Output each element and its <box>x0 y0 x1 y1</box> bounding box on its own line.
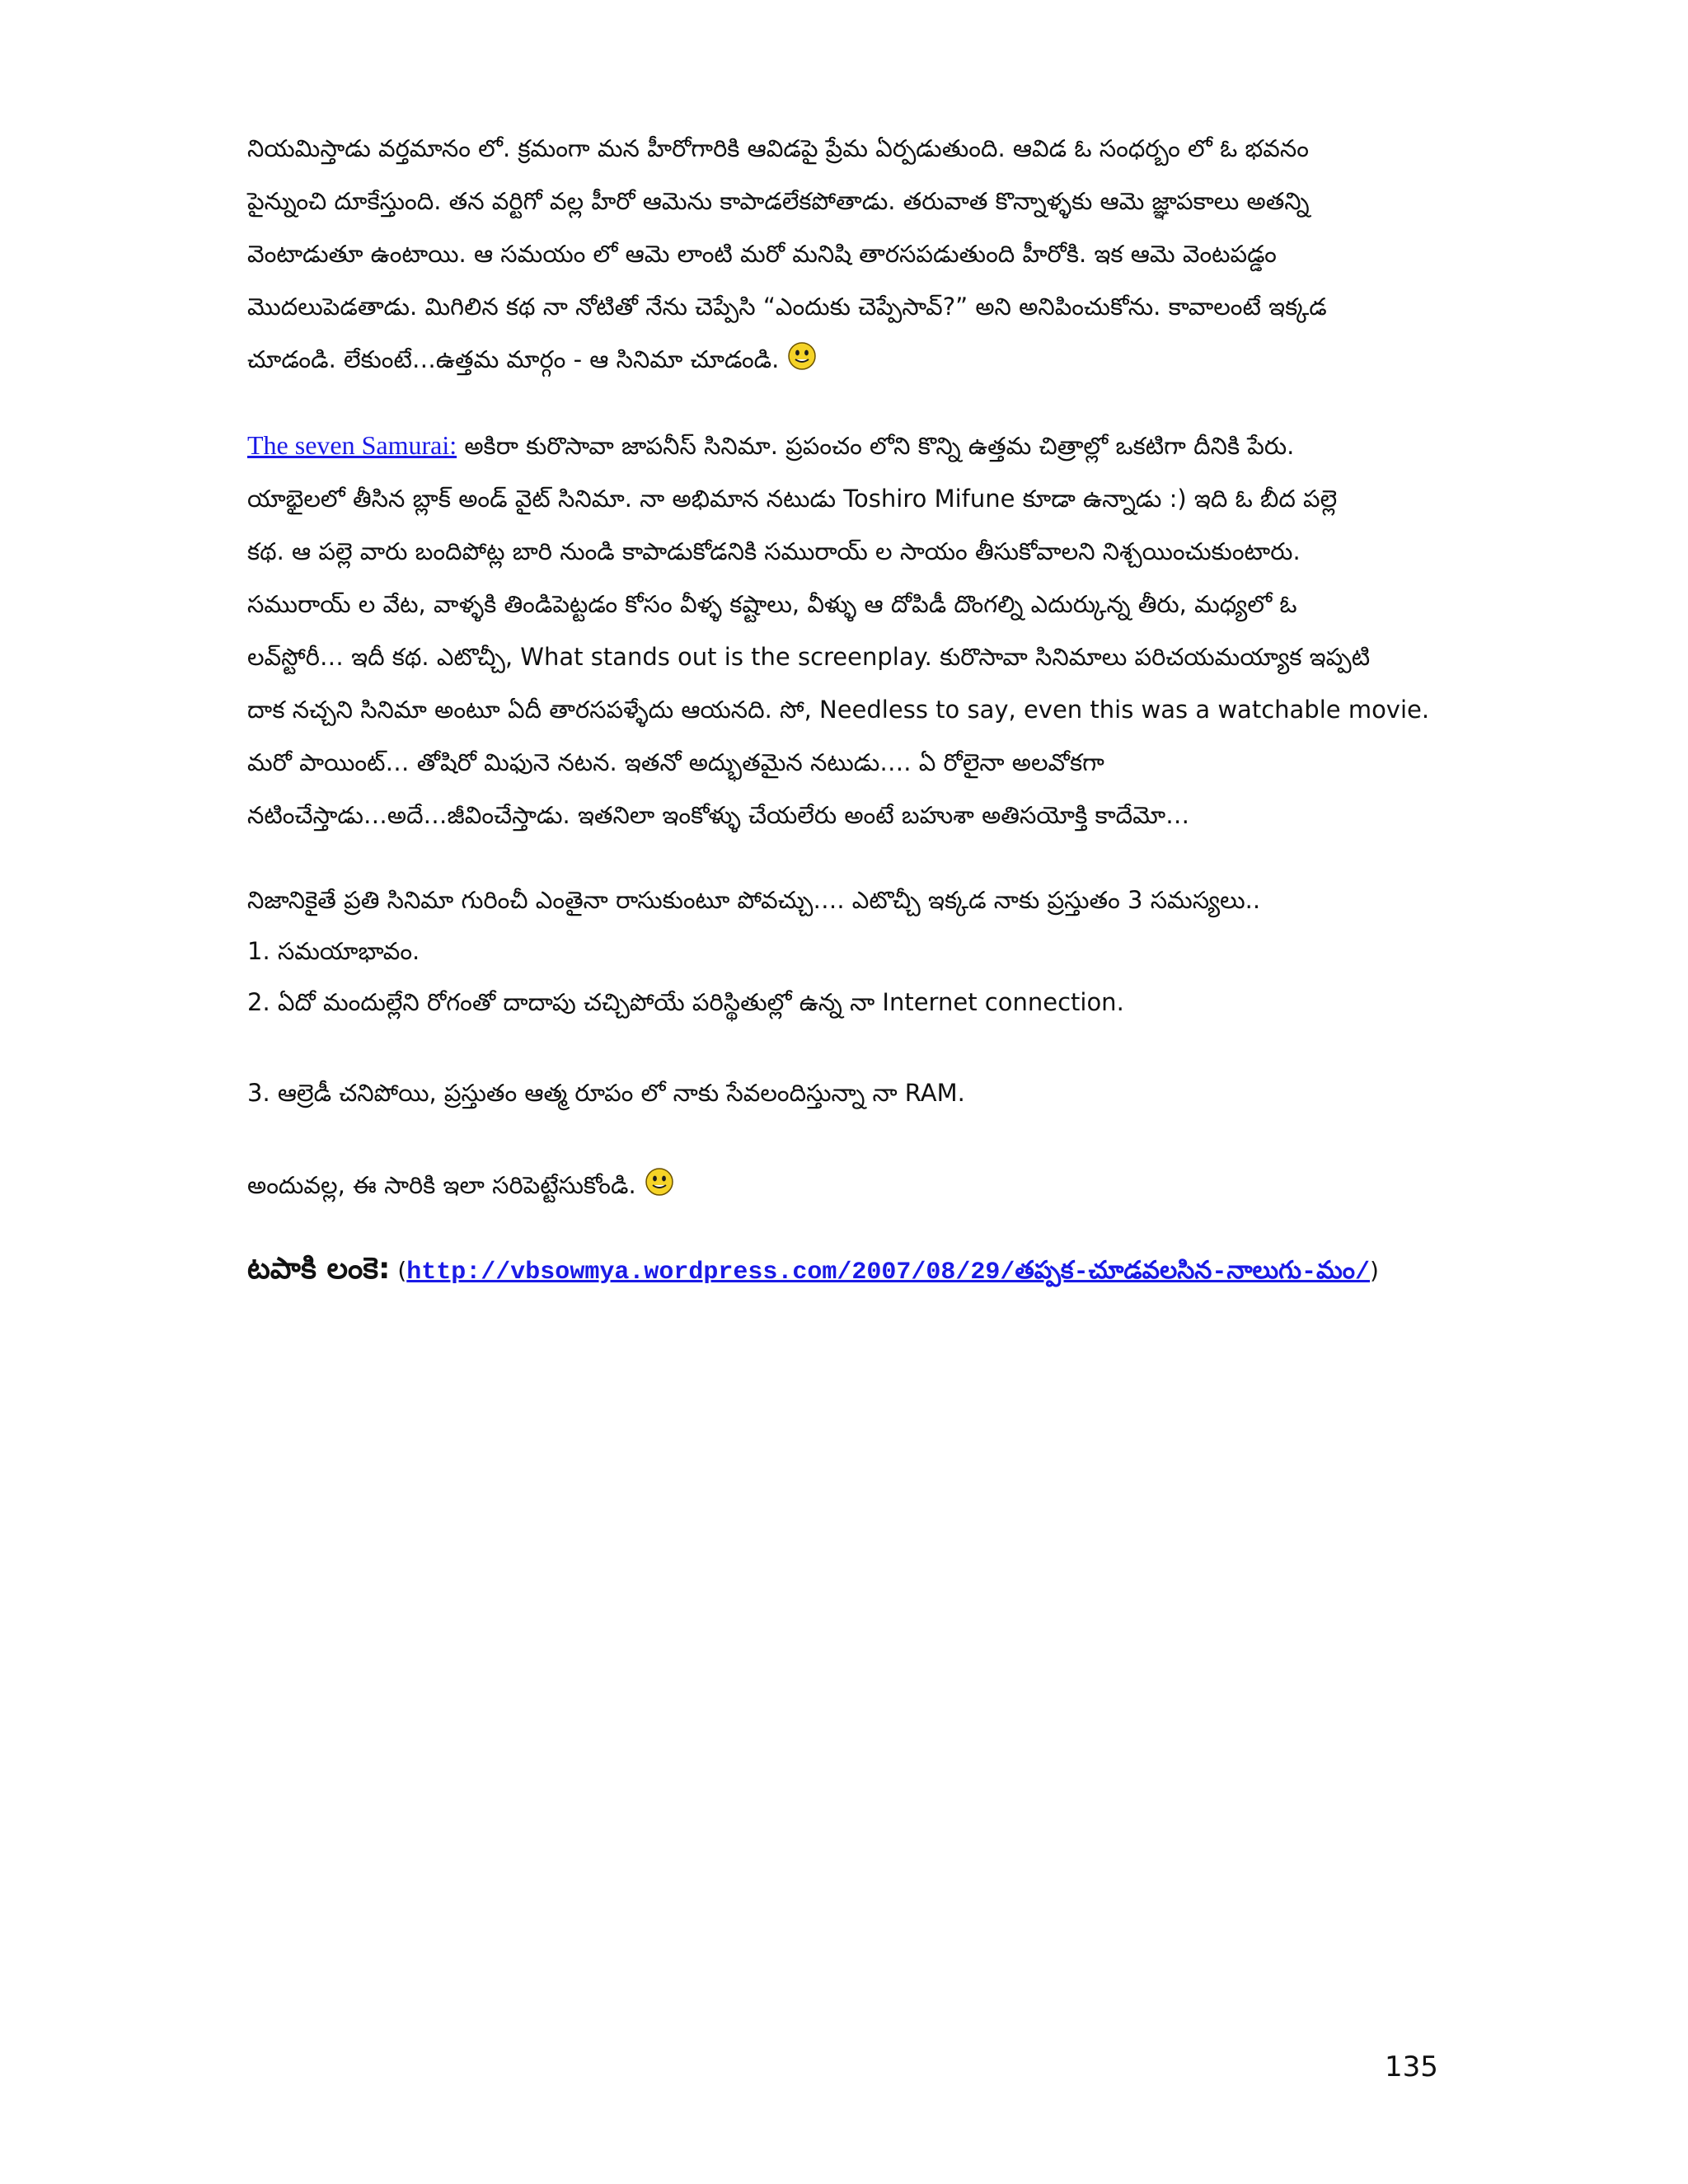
text-line: మొదలుపెడతాడు. మిగిలిన కథ నా నోటితో నేను చెప్పేసి “ఎందుకు చెప్పేసావ్?” అని అనిపించుకోను. కావాలంటే ఇక్కడ <box>247 293 1327 321</box>
source-link-block <box>247 1240 1442 1301</box>
close-paren: ) <box>1370 1257 1379 1284</box>
smiley-icon <box>787 341 817 371</box>
page-number: 135 <box>1385 2050 1438 2083</box>
problems-intro: నిజానికైతే ప్రతి సినిమా గురించీ ఎంతైనా రాసుకుంటూ పోవచ్చు…. ఎటొచ్చీ ఇక్కడ నాకు ప్రస్తుతం 3 సమస్యలు.. <box>247 886 1261 914</box>
text-line: సమురాయ్ ల వేట, వాళ్ళకి తిండిపెట్టడం కోసం వీళ్ళ కష్టాలు, వీళ్ళు ఆ దోపిడీ దొంగల్ని ఎదుర్కున్న తీరు, మధ్యలో ఓ <box>247 590 1297 618</box>
text-line: పైన్నుంచి దూకేస్తుంది. తన వర్టిగో వల్ల హీరో ఆమెను కాపాడలేకపోతాడు. తరువాత కొన్నాళ్ళకు ఆమె జ్ఞాపకాలు అతన్ని <box>247 187 1310 215</box>
smiley-icon <box>645 1167 674 1197</box>
spacer <box>247 1028 1442 1067</box>
paragraph-vertigo <box>247 122 1442 386</box>
text-segment: అకిరా కురొసావా జాపనీస్ సినిమా. ప్రపంచం లోని కొన్ని ఉత్తమ చిత్రాల్లో ఒకటిగా దీనికి పేరు. <box>457 432 1295 460</box>
text-line: దాక నచ్చని సినిమా అంటూ ఏదీ తారసపళ్ళేదు ఆయనది. సో, Needless to say, even this was a watchable movie. <box>247 696 1430 724</box>
problem-item-1: 1. సమయాభావం. <box>247 937 420 965</box>
text-line: నియమిస్తాడు వర్తమానం లో. క్రమంగా మన హీరోగారికి ఆవిడపై ప్రేమ ఏర్పడుతుంది. ఆవిడ ఓ సంధర్బం లో ఓ భవనం <box>247 134 1309 162</box>
paragraph-problems <box>247 874 1442 1211</box>
text-line: వెంటాడుతూ ఉంటాయి. ఆ సమయం లో ఆమె లాంటి మరో మనిషి తారసపడుతుంది హీరోకి. ఇక ఆమె వెంటపడ్డం <box>247 240 1277 268</box>
source-label: టపాకి లంకె: <box>247 1252 391 1286</box>
paragraph-seven-samurai <box>247 419 1442 841</box>
open-paren: ( <box>390 1257 407 1284</box>
source-url-link[interactable]: http://vbsowmya.wordpress.com/2007/08/29/తప్పక-చూడవలసిన-నాలుగు-మం/ <box>406 1258 1371 1286</box>
closing-line <box>247 1160 1442 1211</box>
text-line <box>247 419 1442 472</box>
text-line: లవ్‌స్టోరీ… ఇదీ కథ. ఎటొచ్చీ, What stands out is the screenplay. కురొసావా సినిమాలు పరిచయమయ్యాక ఇప్పటి <box>247 643 1371 671</box>
page-content <box>247 122 1442 1301</box>
text-line: నటించేస్తాడు…అదే…జీవించేస్తాడు. ఇతనిలా ఇంకోళ్ళు చేయలేరు అంటే బహుశా అతిసయోక్తి కాదేమో… <box>247 801 1190 829</box>
spacer <box>247 1118 1442 1160</box>
seven-samurai-link[interactable]: The seven Samurai: <box>247 430 457 460</box>
text-line: మరో పాయింట్… తోషిరో మిఫునె నటన. ఇతనో అద్భుతమైన నటుడు…. ఏ రోలైనా అలవోకగా <box>247 748 1104 776</box>
text-line: కథ. ఆ పల్లె వారు బందిపోట్ల బారి నుండి కాపాడుకోడనికి సమురాయ్ ల సాయం తీసుకోవాలని నిశ్చయించుకుంటారు. <box>247 537 1301 565</box>
text-line <box>247 333 1442 386</box>
closing-text: అందువల్ల, ఈ సారికి ఇలా సరిపెట్టేసుకోండి. <box>247 1171 636 1199</box>
problem-item-3: 3. ఆల్రెడీ చనిపోయి, ప్రస్తుతం ఆత్మ రూపం లో నాకు సేవలందిస్తున్నా నా RAM. <box>247 1079 965 1107</box>
text-segment: చూడండి. లేకుంటే…ఉత్తమ మార్గం - ఆ సినిమా చూడండి. <box>247 345 780 373</box>
problem-item-2: 2. ఏదో మందుల్లేని రోగంతో దాదాపు చచ్చిపోయే పరిస్థితుల్లో ఉన్న నా Internet connection. <box>247 988 1124 1016</box>
text-line: యాభైలలో తీసిన బ్లాక్ అండ్ వైట్ సినిమా. నా అభిమాన నటుడు Toshiro Mifune కూడా ఉన్నాడు :) ఇది ఓ బీద పల్లె <box>247 485 1338 513</box>
